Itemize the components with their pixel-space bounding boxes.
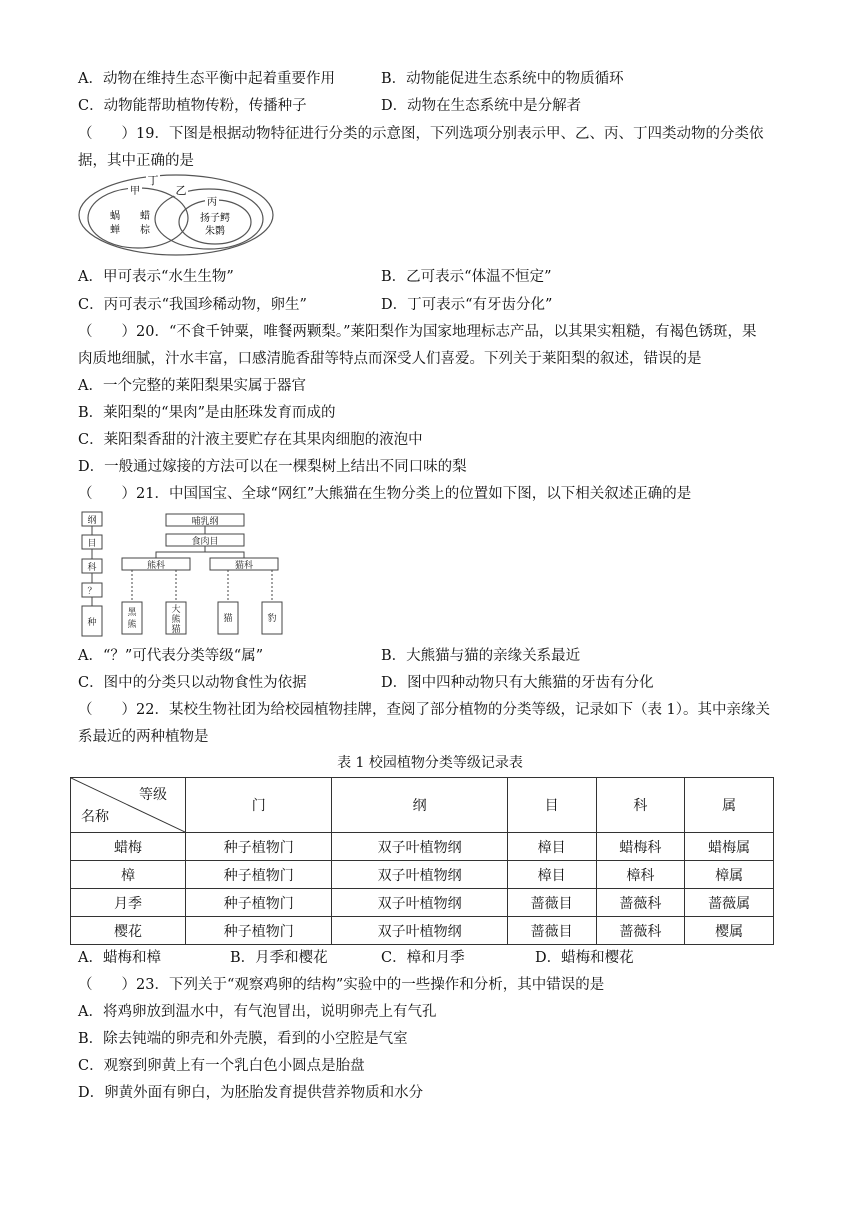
q22-option-a: A．蜡梅和樟 — [78, 950, 161, 966]
q19-stem-line1: （ ）19．下图是根据动物特征进行分类的示意图，下列选项分别表示甲、乙、丙、丁四类动物的分类依 — [78, 126, 764, 142]
venn-jia-a2: 蝉 — [110, 225, 120, 236]
order-carnivora: 食肉目 — [191, 537, 219, 547]
table-cell: 樟目 — [507, 833, 596, 861]
table-cell: 樱花 — [71, 917, 186, 945]
q21-taxonomy-diagram — [78, 508, 288, 640]
q18-option-c: C．动物能帮助植物传粉，传播种子 — [78, 98, 307, 114]
table-row — [71, 889, 774, 917]
table-cell: 双子叶植物纲 — [332, 861, 507, 889]
species-panda-2: 熊 — [171, 615, 181, 625]
table-cell: 蜡梅属 — [685, 833, 774, 861]
table-corner-cell — [71, 778, 186, 833]
table-row — [71, 833, 774, 861]
q18-option-d: D．动物在生态系统中是分解者 — [381, 98, 582, 114]
table-header-row — [71, 778, 774, 833]
q21-option-c: C．图中的分类只以动物食性为依据 — [78, 675, 307, 691]
family-ursidae: 熊科 — [146, 561, 166, 571]
species-leopard: 豹 — [267, 614, 277, 624]
q20-option-c: C．莱阳梨香甜的汁液主要贮存在其果肉细胞的液泡中 — [78, 432, 423, 448]
q20-stem-line2: 肉质地细腻，汁水丰富，口感清脆香甜等特点而深受人们喜爱。下列关于莱阳梨的叙述，错误的是 — [78, 351, 702, 367]
table-cell: 种子植物门 — [186, 833, 332, 861]
rank-gang: 纲 — [87, 516, 97, 526]
table-cell: 双子叶植物纲 — [332, 917, 507, 945]
q22-classification-table — [70, 777, 774, 945]
table-cell: 樟科 — [596, 861, 685, 889]
table-cell: 蔷薇目 — [507, 917, 596, 945]
header-order: 目 — [507, 778, 596, 833]
table-cell: 蜡梅科 — [596, 833, 685, 861]
q22-option-c: C．樟和月季 — [381, 950, 465, 966]
species-panda-1: 大 — [171, 605, 181, 615]
q23-option-b: B．除去钝端的卵壳和外壳膜，看到的小空腔是气室 — [78, 1031, 408, 1047]
q21-option-b: B．大熊猫与猫的亲缘关系最近 — [381, 648, 581, 664]
table-cell: 蔷薇目 — [507, 889, 596, 917]
header-family: 科 — [596, 778, 685, 833]
species-cat: 猫 — [223, 614, 233, 624]
q19-stem-line2: 据，其中正确的是 — [78, 153, 194, 169]
family-felidae: 猫科 — [234, 561, 254, 571]
venn-bing-1: 扬子鳄 — [200, 213, 230, 224]
species-black-bear-2: 熊 — [127, 620, 137, 630]
q19-venn-diagram — [76, 172, 276, 258]
species-black-bear-1: 黑 — [127, 608, 137, 618]
q22-option-b: B．月季和樱花 — [230, 950, 328, 966]
q19-option-a: A．甲可表示“水生生物” — [78, 269, 234, 285]
table-cell: 月季 — [71, 889, 186, 917]
table-row — [71, 917, 774, 945]
table-cell: 种子植物门 — [186, 861, 332, 889]
q21-option-a: A．“？”可代表分类等级“属” — [78, 648, 264, 664]
q23-option-c: C．观察到卵黄上有一个乳白色小圆点是胎盘 — [78, 1058, 365, 1074]
table-cell: 蜡梅 — [71, 833, 186, 861]
venn-label-jia: 甲 — [130, 186, 140, 197]
venn-jia-b1: 蜡 — [140, 211, 150, 222]
q20-option-b: B．莱阳梨的“果肉”是由胚珠发育而成的 — [78, 405, 336, 421]
q19-option-d: D．丁可表示“有牙齿分化” — [381, 297, 553, 313]
table-cell: 樟属 — [685, 861, 774, 889]
q20-option-d: D．一般通过嫁接的方法可以在一棵梨树上结出不同口味的梨 — [78, 459, 467, 475]
q22-stem-line1: （ ）22．某校生物社团为给校园植物挂牌，查阅了部分植物的分类等级，记录如下（表 1）。其中亲缘关 — [78, 702, 771, 718]
table-cell: 双子叶植物纲 — [332, 833, 507, 861]
venn-label-yi: 乙 — [175, 184, 187, 197]
rank-unknown: ？ — [87, 587, 97, 597]
q23-stem: （ ）23．下列关于“观察鸡卵的结构”实验中的一些操作和分析，其中错误的是 — [78, 977, 605, 993]
rank-zhong: 种 — [87, 618, 97, 628]
table-cell: 蔷薇属 — [685, 889, 774, 917]
table-cell: 蔷薇科 — [596, 917, 685, 945]
table-cell: 双子叶植物纲 — [332, 889, 507, 917]
header-class: 纲 — [332, 778, 507, 833]
venn-jia-a1: 蜗 — [110, 211, 120, 222]
q23-option-d: D．卵黄外面有卵白，为胚胎发育提供营养物质和水分 — [78, 1085, 424, 1101]
q22-table-title: 表 1 校园植物分类等级记录表 — [337, 755, 523, 771]
q18-option-b: B．动物能促进生态系统中的物质循环 — [381, 71, 624, 87]
table-row — [71, 861, 774, 889]
table-cell: 种子植物门 — [186, 917, 332, 945]
venn-label-bing: 丙 — [207, 197, 217, 208]
table-cell: 蔷薇科 — [596, 889, 685, 917]
q20-option-a: A．一个完整的莱阳梨果实属于器官 — [78, 378, 306, 394]
q22-stem-line2: 系最近的两种植物是 — [78, 729, 209, 745]
q19-option-b: B．乙可表示“体温不恒定” — [381, 269, 552, 285]
rank-ke: 科 — [87, 563, 97, 573]
q23-option-a: A．将鸡卵放到温水中，有气泡冒出，说明卵壳上有气孔 — [78, 1004, 437, 1020]
rank-mu: 目 — [87, 539, 97, 549]
q21-stem: （ ）21．中国国宝、全球“网红”大熊猫在生物分类上的位置如下图，以下相关叙述正确的是 — [78, 486, 692, 502]
q21-option-d: D．图中四种动物只有大熊猫的牙齿有分化 — [381, 675, 654, 691]
venn-jia-b2: 棕 — [140, 225, 150, 236]
q18-option-a: A．动物在维持生态平衡中起着重要作用 — [78, 71, 335, 87]
species-panda-3: 猫 — [171, 625, 181, 635]
corner-level-label: 等级 — [139, 787, 167, 803]
class-mammalia: 哺乳纲 — [191, 517, 219, 527]
table-cell: 樟 — [71, 861, 186, 889]
q20-stem-line1: （ ）20．“不食千钟粟，唯餐两颗梨。”莱阳梨作为国家地理标志产品，以其果实粗糙，有褐色锈斑，果 — [78, 324, 757, 340]
q22-option-d: D．蜡梅和樱花 — [535, 950, 634, 966]
table-cell: 樱属 — [685, 917, 774, 945]
venn-label-ding: 丁 — [147, 174, 159, 187]
header-genus: 属 — [685, 778, 774, 833]
table-cell: 种子植物门 — [186, 889, 332, 917]
table-cell: 樟目 — [507, 861, 596, 889]
q19-option-c: C．丙可表示“我国珍稀动物，卵生” — [78, 297, 307, 313]
header-phylum: 门 — [186, 778, 332, 833]
venn-bing-2: 朱鹮 — [205, 226, 225, 237]
corner-name-label: 名称 — [81, 809, 109, 825]
